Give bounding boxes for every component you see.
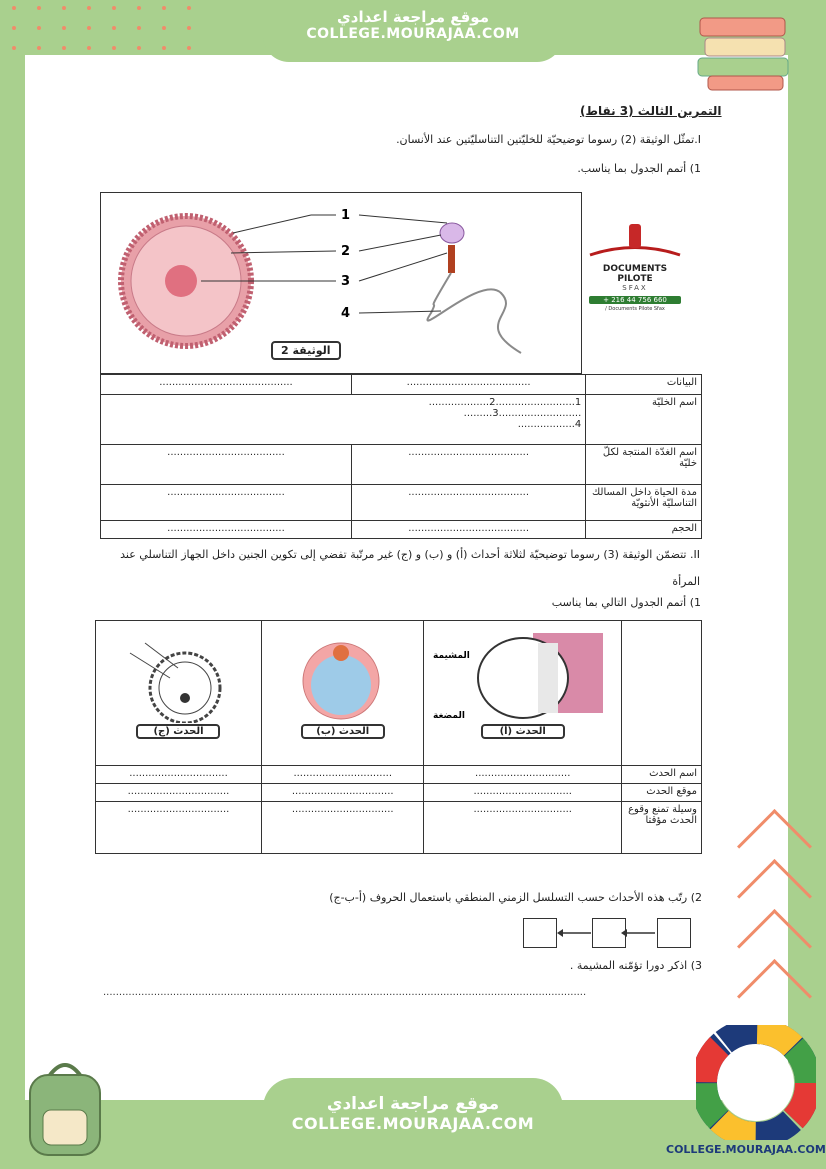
question-3: 3) اذكر دورا تؤمّنه المشيمة . <box>569 959 702 972</box>
exercise-title: التمرين الثالث (3 نقاط) <box>580 104 722 118</box>
book-hand-icon <box>585 220 685 260</box>
event-c-label: الحدث (ج) <box>136 724 220 739</box>
logo-name: DOCUMENTS PILOTE <box>602 264 668 284</box>
table-row <box>101 485 702 521</box>
dot <box>12 6 16 10</box>
label-4: 4 <box>341 306 351 321</box>
cell[interactable]: ............................... <box>261 766 423 784</box>
cell[interactable]: .............................. <box>424 766 621 784</box>
order-box-3[interactable] <box>523 918 557 948</box>
dot <box>187 26 191 30</box>
dot <box>62 26 66 30</box>
dot <box>37 46 41 50</box>
documents-pilote-logo <box>585 220 685 312</box>
cell[interactable]: ................................ <box>96 784 262 802</box>
cell[interactable]: ............................... <box>424 784 621 802</box>
event-c-cell <box>96 621 262 766</box>
question-2: 2) رتّب هذه الأحداث حسب التسلسل الزمني المنطقي باستعمال الحروف (أ-ب-ج) <box>329 891 702 904</box>
dot <box>37 26 41 30</box>
cell[interactable]: ...................................... <box>351 485 585 521</box>
document-2-label: الوثيقة 2 <box>271 341 341 360</box>
row-label: الحجم <box>586 521 702 539</box>
row-label: اسم الغدّة المنتجة لكلّ خليّة <box>586 445 702 485</box>
blastocyst-diagram <box>266 623 416 723</box>
label-1: 1 <box>341 208 351 223</box>
cell[interactable]: ...................................... <box>351 521 585 539</box>
cell[interactable]: ................................ <box>261 784 423 802</box>
event-b-cell <box>261 621 423 766</box>
dot <box>62 46 66 50</box>
college-logo-icon <box>696 1025 816 1140</box>
dot <box>137 6 141 10</box>
label-2: 2 <box>341 244 351 259</box>
cell[interactable]: ................................ <box>96 802 262 854</box>
label-placenta: المشيمة <box>433 651 471 661</box>
part1-intro: I.تمثّل الوثيقة (2) رسوما توضيحيّة للخليّتين التناسليّتين عند الأنسان. <box>396 133 701 146</box>
footer-site-name: موقع مراجعة اعدادي <box>326 1094 500 1114</box>
logo-city: SFAX <box>622 284 648 292</box>
part2-question1: 1) أتمم الجدول التالي بما يناسب <box>551 596 701 609</box>
cell[interactable]: ............................... <box>424 802 621 854</box>
answer-line[interactable]: ........................................................................................................................................................ <box>103 987 587 998</box>
event-b-label: الحدث (ب) <box>301 724 385 739</box>
cell[interactable]: ..................................... <box>101 521 352 539</box>
footer-site-url: COLLEGE.MOURAJAA.COM <box>291 1114 535 1133</box>
fertilization-diagram <box>100 623 250 723</box>
logo-social: / Documents Pilote Sfax <box>605 306 665 312</box>
row-label: مدة الحياة داخل المسالك التناسليّة الأنثويّة <box>586 485 702 521</box>
table-row <box>101 445 702 485</box>
site-url: COLLEGE.MOURAJAA.COM <box>306 26 520 42</box>
table-row <box>96 784 702 802</box>
dot <box>87 6 91 10</box>
dot <box>187 6 191 10</box>
event-a-label: الحدث (أ) <box>481 724 565 739</box>
empty-cell <box>621 621 701 766</box>
table-row <box>101 375 702 395</box>
books-icon <box>690 10 800 95</box>
arrows <box>555 925 665 941</box>
dot <box>137 26 141 30</box>
dot <box>62 6 66 10</box>
cell-line: 1.........................2................... <box>428 397 582 408</box>
dot <box>187 46 191 50</box>
backpack-icon <box>15 1055 115 1160</box>
cell-line: ..........................3......... <box>463 408 582 419</box>
cell-line: 4.................. <box>517 419 582 430</box>
table-row <box>96 766 702 784</box>
table-gametes <box>100 374 702 539</box>
site-footer[interactable] <box>263 1078 563 1169</box>
dot <box>112 6 116 10</box>
dot <box>112 26 116 30</box>
dot <box>162 46 166 50</box>
dot <box>112 46 116 50</box>
decorative-dots <box>0 0 210 60</box>
cell[interactable]: ..................................... <box>101 485 352 521</box>
cell[interactable]: .......................................... <box>101 375 352 395</box>
table-row <box>101 521 702 539</box>
site-header[interactable] <box>263 0 563 62</box>
row-label: اسم الحدث <box>621 766 701 784</box>
part2-intro: II. تتضمّن الوثيقة (3) رسوما توضيحيّة لثلاثة أحداث (أ) و (ب) و (ج) غير مرتّبة تفضي إلى تكوين الجنين داخل الجهاز التناسلي عند المرأة <box>120 548 700 588</box>
cell[interactable]: ................................ <box>261 802 423 854</box>
dot <box>87 46 91 50</box>
row-label: وسيلة تمنع وقوع الحدث مؤقتا <box>621 802 701 854</box>
cell[interactable] <box>101 395 586 445</box>
dot <box>87 26 91 30</box>
label-embryo: المضغة <box>433 711 466 721</box>
dot <box>12 46 16 50</box>
site-name: موقع مراجعة اعدادي <box>337 8 489 26</box>
row-label: موقع الحدث <box>621 784 701 802</box>
table-row <box>96 621 702 766</box>
label-3: 3 <box>341 274 351 289</box>
logo-phone: + 216 44 756 660 <box>589 296 681 304</box>
table-row <box>101 395 702 445</box>
placenta-diagram <box>428 623 613 723</box>
cell[interactable]: ....................................... <box>351 375 585 395</box>
dot <box>137 46 141 50</box>
cell[interactable]: ............................... <box>96 766 262 784</box>
dot <box>162 6 166 10</box>
dot <box>162 26 166 30</box>
table-events <box>95 620 702 854</box>
cell[interactable]: ..................................... <box>101 445 352 485</box>
table-row <box>96 802 702 854</box>
brand-url[interactable]: COLLEGE.MOURAJAA.COM <box>666 1143 826 1156</box>
row-label: البيانات <box>586 375 702 395</box>
part1-question1: 1) أتمم الجدول بما يناسب. <box>577 162 701 175</box>
row-label: اسم الخليّة <box>586 395 702 445</box>
document-2-figure <box>100 192 582 374</box>
event-a-cell <box>424 621 621 766</box>
dot <box>12 26 16 30</box>
cell[interactable]: ...................................... <box>351 445 585 485</box>
dot <box>37 6 41 10</box>
